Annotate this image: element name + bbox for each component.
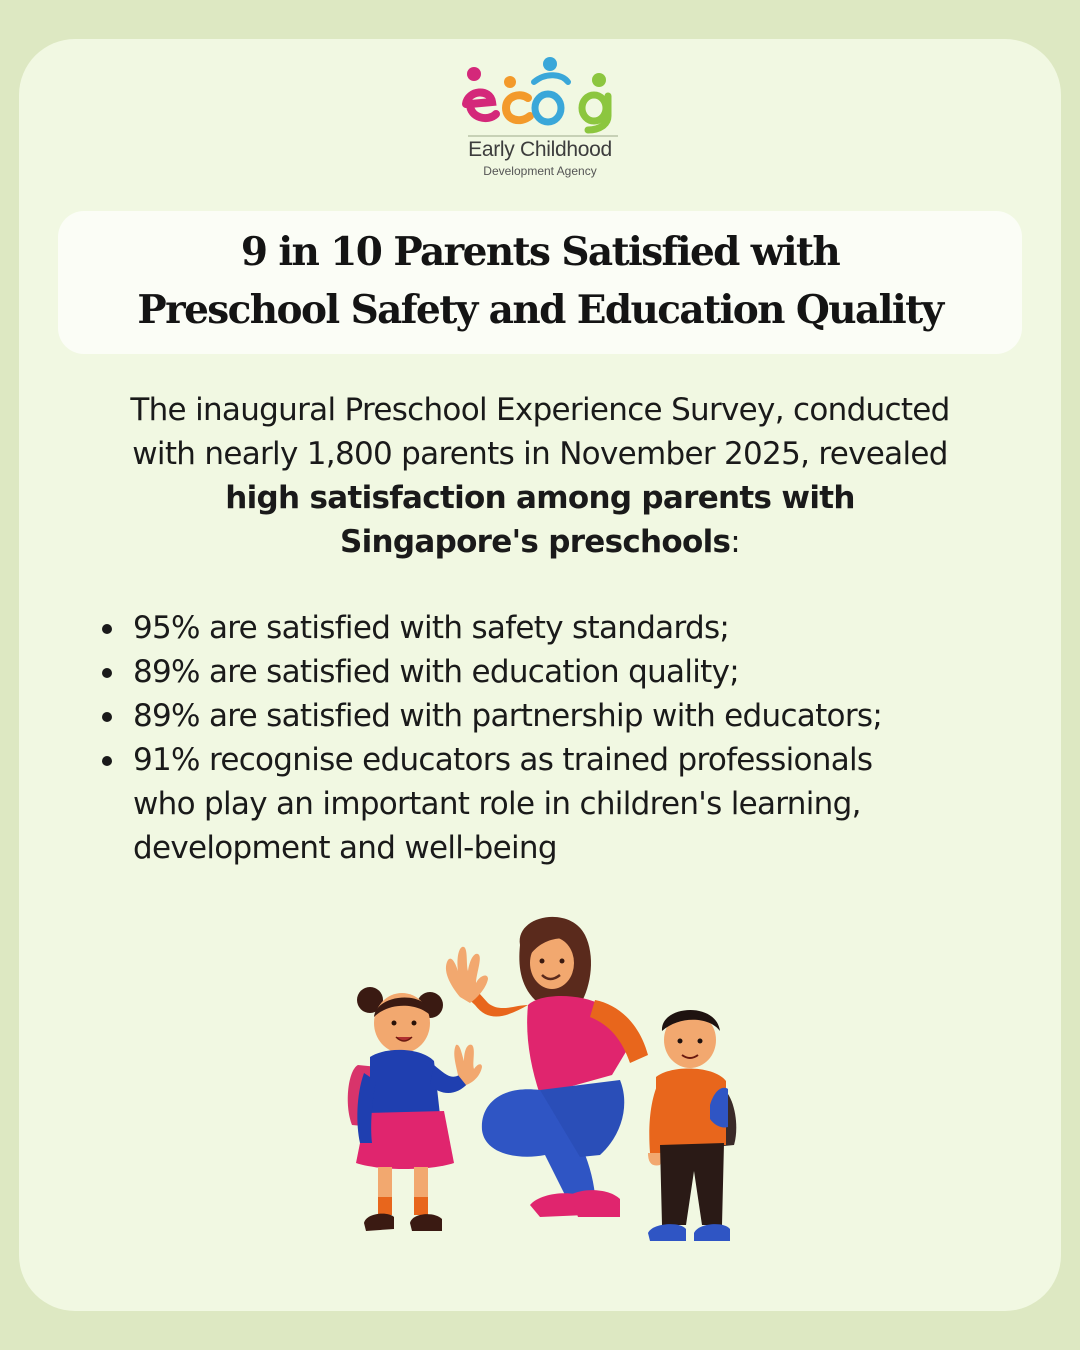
finding-text: 89% are satisfied with partnership with educators;: [133, 698, 883, 734]
bullet-icon: [102, 668, 112, 678]
intro-bold-line2: Singapore's preschools: [339, 524, 731, 560]
ecda-logo-mark: [458, 52, 622, 138]
finding-text: who play an important role in children's learning,: [133, 786, 861, 822]
headline-line2: Preschool Safety and Education Quality: [137, 287, 943, 333]
list-item: [100, 738, 1040, 870]
ecda-logo: [458, 52, 628, 182]
finding-text: 91% recognise educators as trained professionals: [133, 742, 873, 778]
intro-bold-line1: high satisfaction among parents with: [225, 480, 855, 516]
girl-figure: [348, 987, 482, 1231]
list-item: [100, 694, 1040, 738]
bullet-icon: [102, 624, 112, 634]
headline-line1: 9 in 10 Parents Satisfied with: [240, 229, 840, 275]
finding-text: development and well-being: [133, 830, 557, 866]
intro-line2: with nearly 1,800 parents in November 2025, revealed: [132, 436, 948, 472]
intro-line1: The inaugural Preschool Experience Survey, conducted: [130, 392, 950, 428]
list-item: [100, 650, 1040, 694]
boy-figure: [648, 1010, 736, 1241]
finding-text: 89% are satisfied with education quality;: [133, 654, 740, 690]
headline-box: [58, 211, 1022, 354]
finding-text: 95% are satisfied with safety standards;: [133, 610, 730, 646]
list-item: [100, 606, 1040, 650]
findings-list: [100, 606, 1040, 870]
teacher-and-children-illustration: [330, 905, 760, 1255]
bullet-icon: [102, 712, 112, 722]
intro-paragraph: [60, 388, 1020, 564]
intro-suffix: :: [730, 524, 741, 560]
bullet-icon: [102, 756, 112, 766]
logo-name-line1: Early Childhood: [468, 138, 612, 161]
logo-name-line2: Development Agency: [483, 164, 597, 178]
